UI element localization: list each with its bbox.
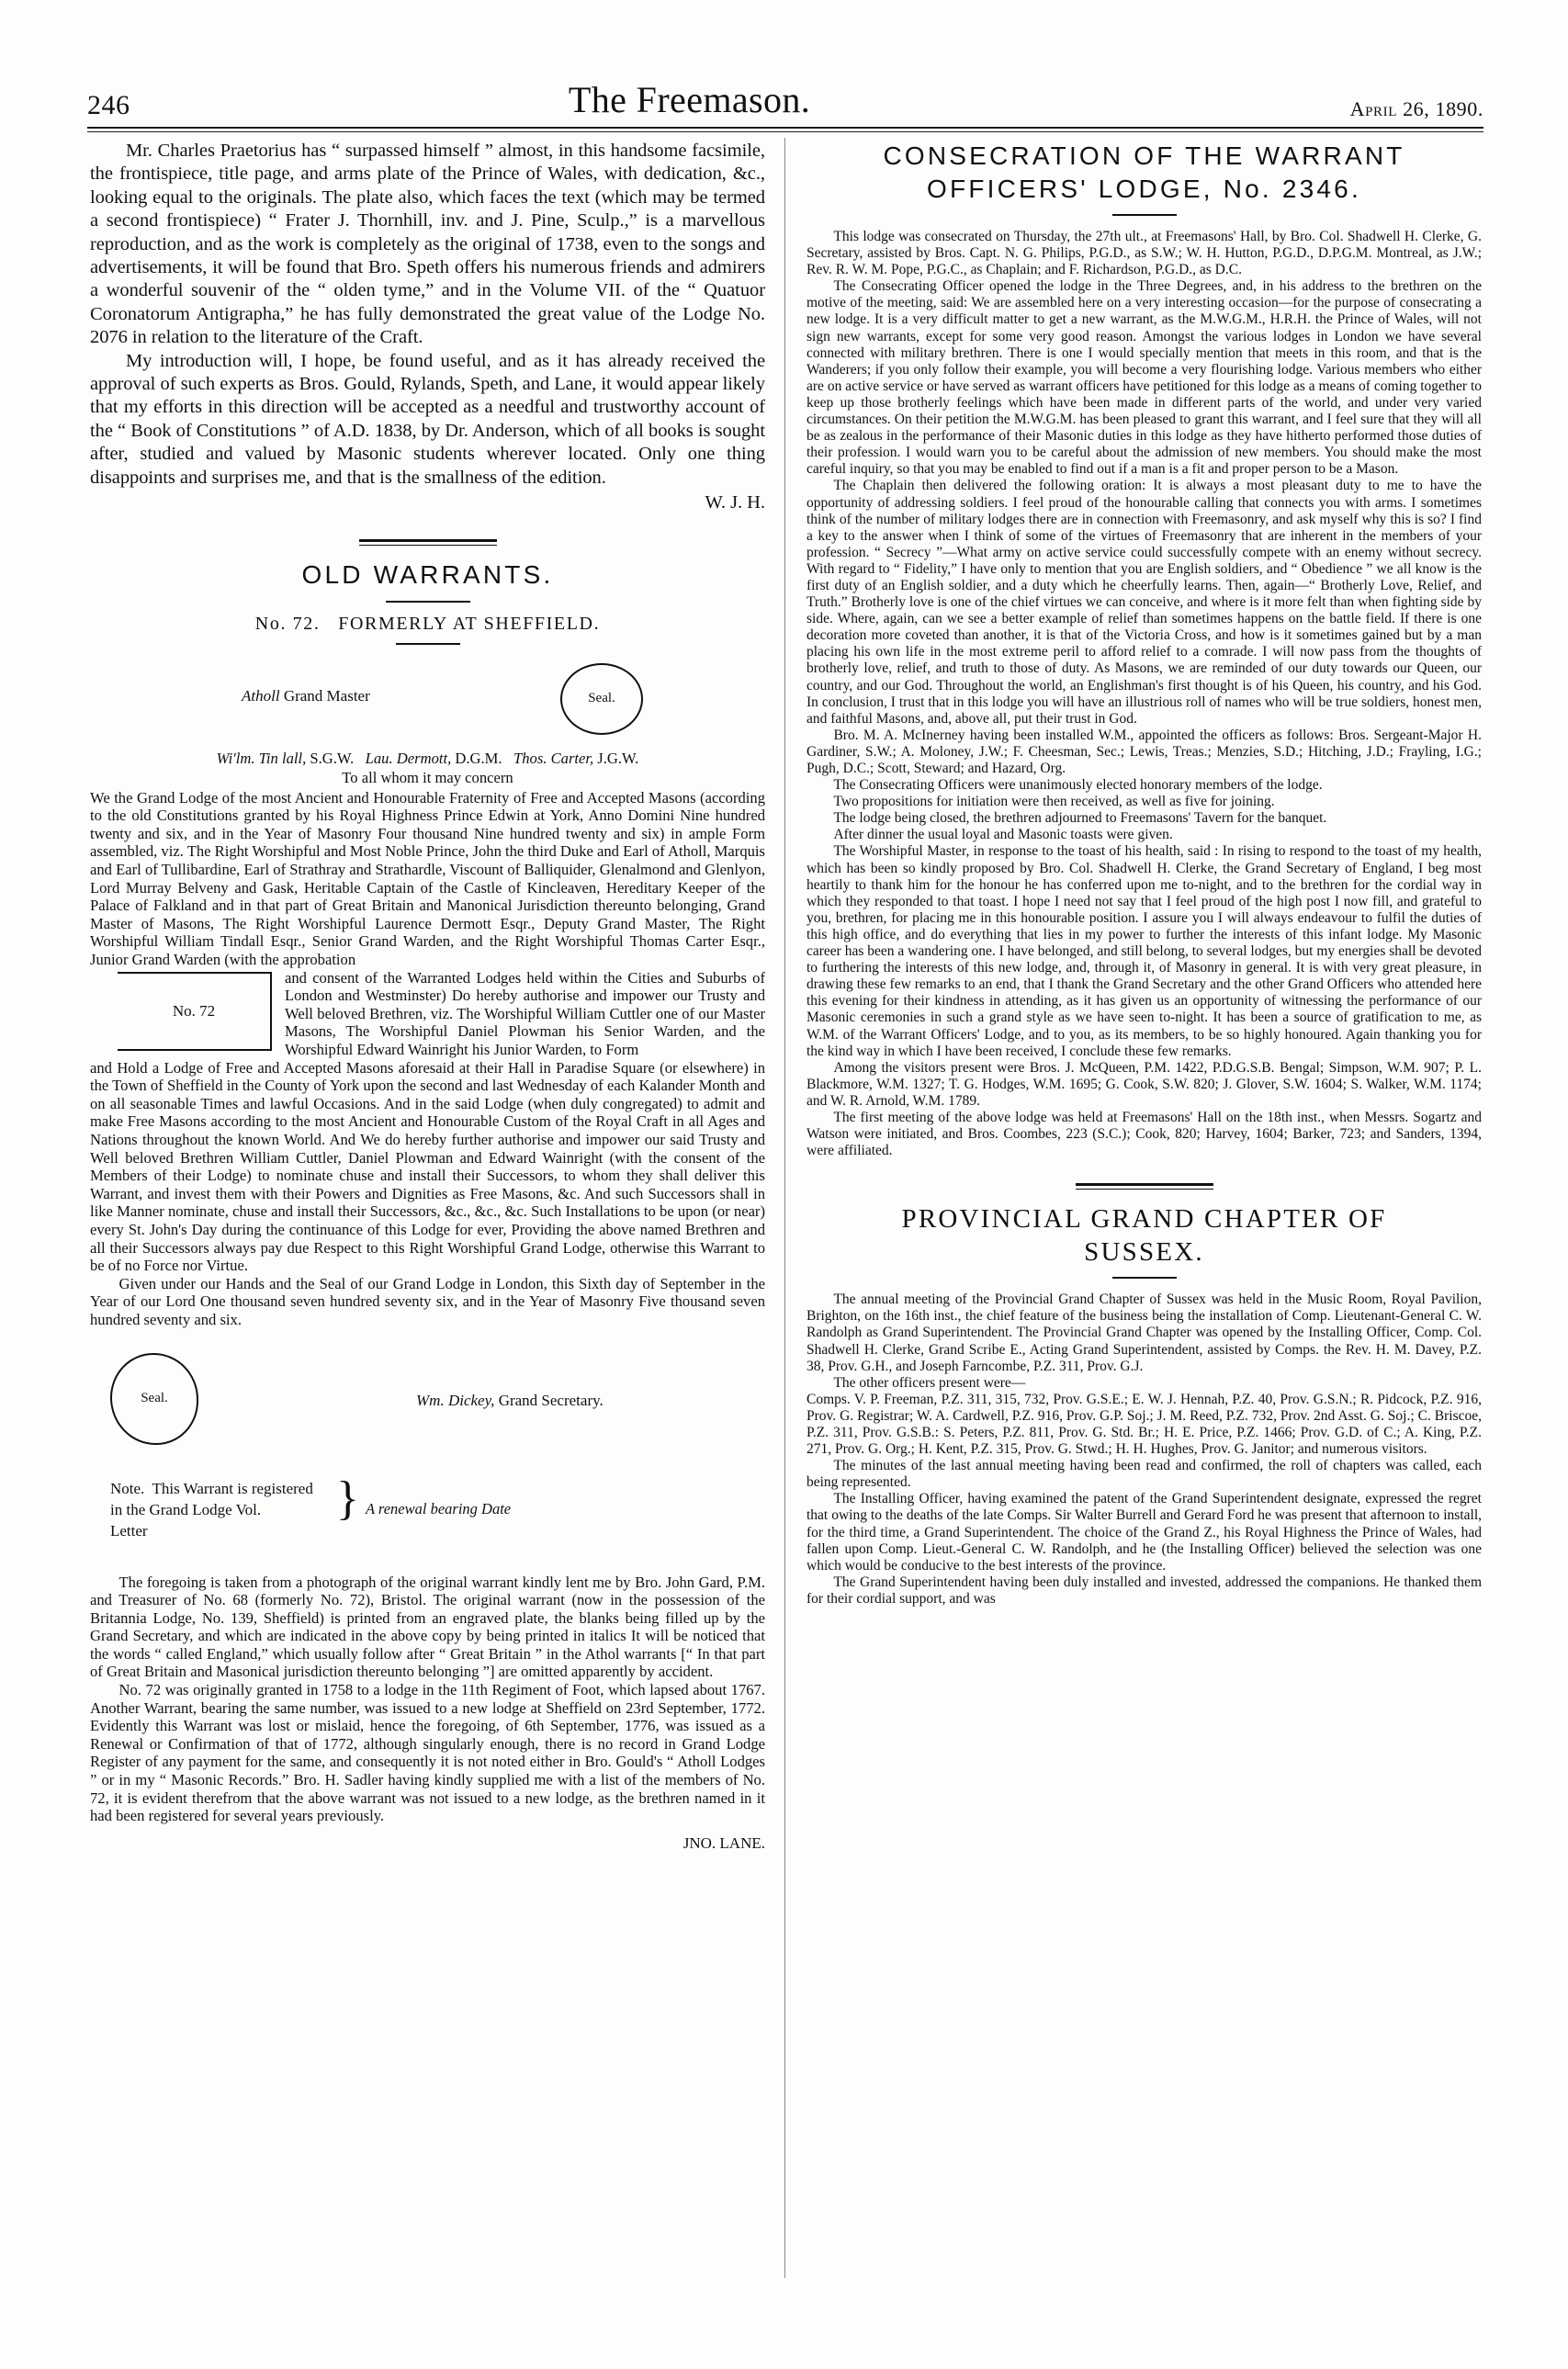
seal-icon-bottom (110, 1353, 198, 1445)
warrant-officers-line: Wi'lm. Tin lall, S.G.W. Lau. Dermott, D.G.M. Thos. Carter, J.G.W. (216, 749, 639, 767)
editor-footnote (90, 1574, 765, 1853)
warrant-number-box-label: No. 72 (172, 1001, 216, 1020)
issue-date: april 26, 1890. (1349, 97, 1483, 120)
masthead (87, 57, 1483, 121)
paragraph: The first meeting of the above lodge was held at Freemasons' Hall on the 18th inst., when Messrs. Sogartz and Watson were initiated, and Bros. Coombes, 223 (S.C.); Cook, 820; Harvey, 1604; Barker, 723; and Sanders, 1394, were affiliated. (807, 1109, 1482, 1159)
section-rule-tiny (1112, 1277, 1177, 1279)
paragraph: My introduction will, I hope, be found useful, and as it has already received the approval of such experts as Bros. Gould, Rylands, Speth, and Lane, it would appear likely that my efforts in this direction will be accepted as a needful and trustworthy account of the “ Book of Constitutions ” of A.D. 1838, by Dr. Anderson, which of all books is sought after, studied and valued by Masonic students wherever located. Only one thing disappoints and surprises me, and that is the smallness of the edition. (90, 350, 765, 488)
paragraph: The Consecrating Officer opened the lodge in the Three Degrees, and, in his address to the brethren on the motive of the meeting, said: We are assembled here on a very interesting occasion—for the purpose of consecrating a new lodge. It is a very difficult matter to get a new warrant, as the M.W.G.M., H.R.H. the Prince of Wales, will not sign new warrants, except for some very good reason. Amongst the various lodges in London we have several connected with military brethren. There is one I would specially mention that meets in this room, and that is the Wanderers; if you only follow their example, you will become a very flourishing lodge. Various members who either are on active service or have served as warrant officers have petitioned for this lodge as a means of coming together to keep up those brotherly feelings which have been made in different parts of the world, and under very varied circumstances. On their petition the M.W.G.M. has been pleased to grant this warrant, and I feel sure that they will all be as zealous in the performance of their Masonic duties in this lodge as they have hitherto performed those duties of their profession. I would warn you to be careful about the admission of new members. You should make the most careful inquiry, so that you may be enabled to find out if a man is a fit and proper person to be a Mason. (807, 278, 1482, 478)
footnote-paragraph: No. 72 was originally granted in 1758 to a lodge in the 11th Regiment of Foot, which lapsed about 1767. Another Warrant, bearing the same number, was issued to a new lodge at Sheffield on 23rd September, 1772. Evidently this Warrant was lost or mislaid, hence the foregoing, of 6th September, 1776, was issued as a Renewal or Confirmation of that of 1772, although singularly enough, there is no record in Grand Lodge Register of any payment for the same, and consequently it is not noted either in Bro. Gould's “ Atholl Lodges ” or in my “ Masonic Records.” Bro. H. Sadler having kindly supplied me with a list of the members of No. 72, it is evident therefrom that the above warrant was not issued to a new lodge, as the brethren named in it had been registered for several years previously. (90, 1681, 765, 1825)
sussex-heading-line2: SUSSEX. (1084, 1237, 1204, 1268)
warrant-seal-signature-row (90, 1353, 765, 1454)
warrant-salutation: To all whom it may concern (342, 769, 513, 787)
paragraph: The Worshipful Master, in response to the toast of his health, said : In rising to respond to the toast of my health, which has been so kindly proposed by Bro. Col. Shadwell H. Clerke, the Grand Secretary of England, I beg most heartily to thank him for the honour he has conferred upon me to-night, and to the brethren for the cordial way in which they responded to that toast. I hope I need not say that I feel proud of the high post I now fill, and grateful to you, brethren, for placing me in this honourable position. I assure you I will always endeavour to fulfil the duties of this high office, and do everything that lies in my power to further the interests of this infant lodge. My Masonic career has been a wandering one. I have belonged, and still belong, to several lodges, but my energies shall be devoted to furthering the interests of this new lodge, and, through it, of Masonry in general. It is with very great pleasure, in drawing these few remarks to an end, that I thank the Grand Secretary and the other Grand Officers who attended here this evening for their kindness in attending, as it has given us an opportunity of witnessing the performance of our Masonic ceremonies in such a grand style as we have seen to-night. It has been a source of gratification to me, as W.M. of the Warrant Officers' Lodge, and to you, as its members, to be so highly honoured. Again thanking you for the kind way in which I have been received, I conclude these few remarks. (807, 843, 1482, 1059)
brace-glyph: } (336, 1472, 359, 1525)
officer-list: Comps. V. P. Freeman, P.Z. 311, 315, 732, Prov. G.S.E.; E. W. J. Hennah, P.Z. 40, Prov. G.S.N.; R. Pidcock, P.Z. 916, Prov. G. Registrar; W. A. Cardwell, P.Z. 916, Prov. G.P. Soj.; J. M. Reed, P.Z. 732, Prov. 2nd Asst. G. Soj.; C. Briscoe, P.Z. 311, Prov. G.S.B.: S. Peters, P.Z. 811, Prov. G. Std. Br.; H. E. Price, P.Z. 1466; Prov. G.D. of C.; A. King, P.Z. 271, Prov. G. Org.; H. Kent, P.Z. 315, Prov. G. Stwd.; H. H. Hughes, Prov. G. Janitor; and numerous visitors. (807, 1391, 1482, 1458)
officer-name-jgw: Thos. Carter, (513, 749, 594, 767)
consecration-heading-line2: OFFICERS' LODGE, No. 2346. (927, 175, 1361, 203)
warrant-paragraph: and consent of the Warranted Lodges held within the Cities and Suburbs of London and Westminster) Do hereby authorise and impower our Trusty and Well beloved Brethren, viz. The Worshipful William Cuttler one of our Master Masons, The Worshipful Daniel Plowman his Senior Warden, and the Worshipful Edward Wainright his Junior Warden, to Form (285, 968, 765, 1058)
grand-master-name: Atholl (242, 686, 280, 705)
intro-article (90, 140, 765, 515)
section-rule-thin (386, 601, 470, 603)
paragraph: Bro. M. A. McInerney having been installed W.M., appointed the officers as follows: Bros. Sergeant-Major H. Gardiner, S.W.; A. Moloney, J.W.; F. Cheesman, Sec.; Lewis, Treas.; Menzies, S.D.; Hitching, J.D.; Frayling, I.G.; Pugh, D.C.; Scott, Steward; and Hazard, Org. (807, 727, 1482, 776)
seal-label: Seal. (141, 1391, 168, 1405)
officer-name-sgw: Wi'lm. Tin lall, (216, 749, 307, 767)
section-rule-tiny (1112, 214, 1177, 216)
paragraph: The Grand Superintendent having been duly installed and invested, addressed the companions. He thanked them for their cordial support, and was (807, 1574, 1482, 1607)
paragraph: After dinner the usual loyal and Masonic toasts were given. (833, 827, 1173, 843)
paragraph: The minutes of the last annual meeting having been read and confirmed, the roll of chapters was called, each being represented. (807, 1458, 1482, 1491)
sussex-article (807, 1292, 1482, 1608)
warrant-number: No. 72. (254, 613, 321, 634)
seal-label: Seal. (588, 691, 615, 705)
warrant-body (90, 789, 765, 1329)
section-rule-tiny (396, 643, 460, 645)
grand-secretary-name: Wm. Dickey, (416, 1391, 495, 1409)
right-column (807, 140, 1482, 1608)
paragraph: This lodge was consecrated on Thursday, the 27th ult., at Freemasons' Hall, by Bro. Col. Shadwell H. Clerke, G. Secretary, assisted by Bros. Capt. N. G. Philips, P.G.D., as S.W.; W. H. Hutton, P.G.D., D.P.G.M. Montreal, as J.W.; Rev. R. W. M. Pope, P.G.C., as Chaplain; and F. Richardson, P.G.D., as D.C. (807, 229, 1482, 278)
registration-note-text: Note. This Warrant is registered in the Grand Lodge Vol. Letter (110, 1479, 313, 1540)
warrant-number-box (118, 972, 272, 1051)
old-warrants-subheading (90, 614, 765, 635)
left-column (90, 140, 765, 1852)
paragraph: Two propositions for initiation were then received, as well as five for joining. (833, 794, 1275, 810)
seal-icon-top (560, 663, 643, 735)
paragraph: The Consecrating Officers were unanimously elected honorary members of the lodge. (833, 777, 1323, 794)
grand-master-line: Atholl Grand Master (242, 686, 370, 705)
warrant-document (90, 663, 765, 1853)
consecration-article (807, 229, 1482, 1159)
publication-title: The Freemason. (568, 79, 811, 120)
warrant-location: FORMERLY AT SHEFFIELD. (338, 613, 601, 634)
old-warrants-heading: OLD WARRANTS. (301, 559, 554, 589)
consecration-heading-line1: CONSECRATION OF THE WARRANT (883, 141, 1405, 170)
column-divider (784, 138, 785, 2278)
warrant-paragraph: Given under our Hands and the Seal of our Grand Lodge in London, this Sixth day of September in the Year of our Lord One thousand seven hundred seventy six, and in the Year of Masonry Five thousand seven hundred seventy and six. (90, 1274, 765, 1328)
footnote-paragraph: The foregoing is taken from a photograph of the original warrant kindly lent me by Bro. John Gard, P.M. and Treasurer of No. 68 (formerly No. 72), Bristol. The original warrant (now in the possession of the Britannia Lodge, No. 139, Sheffield) is printed from an engraved plate, the blanks being filled up by the Grand Secretary, and which are indicated in the above copy by being printed in italics It will be noticed that the words “ called England,” which usually follow after “ Great Britain ” in the Athol warrants [“ In that part of Great Britain and Masonical jurisdiction thereunto belonging ”] are omitted apparently by accident. (90, 1573, 765, 1681)
warrant-paragraph: We the Grand Lodge of the most Ancient and Honourable Fraternity of Free and Accepted Masons (according to the old Constitutions granted by his Royal Highness Prince Edwin at York, Anno Domini Nine hundred twenty and six, and in the Year of Masonry Four thousand Nine hundred twenty and six) in ample Form assembled, viz. The Right Worshipful and Most Noble Prince, John the third Duke and Earl of Atholl, Marquis and Earl of Tullibardine, Earl of Strathray and Strathardle, Viscount of Balliquider, Glenalmond and Glenlyon, Lord Murray Belveny and Gask, Heritable Captain of the Castle of Kincleaven, Hereditary Keeper of the Palace of Falkland and in that part of Great Britain and Manonical Jurisdiction thereunto belonging, Grand Master of Masons, The Right Worshipful Laurence Dermott Esqr., Deputy Grand Master, The Right Worshipful William Tindall Esqr., Senior Grand Warden, and the Right Worshipful Thomas Carter Esqr., Junior Grand Warden (with the approbation (90, 788, 765, 969)
grand-secretary-signature: Wm. Dickey, Grand Secretary. (416, 1391, 604, 1409)
renewal-note-text: A renewal bearing Date (366, 1499, 512, 1517)
paragraph: The Chaplain then delivered the following oration: It is always a most pleasant duty to me to have the opportunity of addressing soldiers. I feel proud of the honourable calling that connects you with arms. I sometimes think of the number of military lodges there are in connection with Freemasonry, and ask myself why this is so? I find a key to the answer when I think of some of the virtues of Freemasonry that are inherent in the members of your profession. “ Secrecy ”—What army on active service could successfully compete with an enemy without secrecy. With regard to “ Fidelity,” I have only to mention that you are English soldiers, and “ Obedience ” we all know is the first duty of an English soldier, and a duty which he cheerfully learns. Then, again—“ Brotherly Love, Relief, and Truth.” Brotherly love is one of the chief virtues we can conceive, and where is it more felt than when fighting side by side. Where, again, can we see a better example of relief than sometimes happens on the battle field. If there is one decoration more coveted than another, it is that of the Victoria Cross, and how is it sometimes gained but by a man placing his own life in the most extreme peril to afford relief to a comrade. I will now pass from the thoughts of brotherly love, relief, and truth to those of duty. As Masons, we are reminded of our duty towards our Queen, our country, and our God. Throughout the world, an Englishman's first thought is of his Queen, his country, and his God. In conclusion, I trust that in this lodge you will have an illustrious roll of names who will be true soldiers, honest men, and faithful Masons, and, above all, put their trust in God. (807, 478, 1482, 727)
warrant-paragraph: and Hold a Lodge of Free and Accepted Masons aforesaid at their Hall in Paradise Square (or elsewhere) in the Town of Sheffield in the County of York upon the second and last Wednesday of each Kalander Month and on all seasonable Times and lawful Occasions. And in the said Lodge (when duly congregated) to admit and make Free Masons according to the most Ancient and Honourable Custom of the Royal Craft in all Ages and Nations throughout the known World. And We do hereby further authorise and impower our said Trusty and Well beloved Brethren William Cuttler, Daniel Plowman and Edward Wainright (with the consent of the Members of their Lodge) to nominate chuse and install their Successors, to whom they shall deliver this Warrant, and invest them with their Powers and Dignities as Free Masons, &c. And such Successors shall in like Manner nominate, chuse and install their Successors, &c., &c., &c. Such Installations to be upon (or near) every St. John's Day during the continuance of this Lodge for ever, Providing the above named Brethren and all their Successors always pay due Respect to this Right Worshipful Grand Lodge, otherwise this Warrant to be of no Force nor Virtue. (90, 1058, 765, 1275)
section-rule (1076, 1183, 1213, 1190)
masthead-rule (87, 127, 1483, 132)
footnote-signoff: JNO. LANE. (682, 1833, 765, 1852)
paragraph: The Installing Officer, having examined the patent of the Grand Superintendent designate, expressed the regret that owing to the deaths of the late Comps. Sir Walter Burrell and Gerard Ford he was present that afternoon to install, for the third time, a Grand Superintendent. The choice of the Grand Z., his Royal Highness the Prince of Wales, had fallen upon Comp. Lieut.-General C. W. Randolph, and he (the Installing Officer) believed the selection was one which would be conducive to the best interests of the province. (807, 1491, 1482, 1574)
section-rule (359, 539, 497, 546)
warrant-registration-note (90, 1472, 765, 1550)
sussex-heading-line1: PROVINCIAL GRAND CHAPTER OF (901, 1204, 1387, 1235)
officer-name-dgm: Lau. Dermott, (365, 749, 452, 767)
article-signoff: W. J. H. (705, 492, 765, 513)
sussex-heading (807, 1202, 1482, 1269)
paragraph: Among the visitors present were Bros. J. McQueen, P.M. 1422, P.D.G.S.B. Bengal; Simpson, W.M. 907; P. L. Blackmore, W.M. 1327; T. G. Hodges, W.M. 1695; G. Cook, S.W. 820; J. Glover, S.W. 1604; S. Walker, W.M. 1174; and W. R. Arnold, W.M. 1789. (807, 1059, 1482, 1109)
page-number: 246 (87, 90, 130, 120)
warrant-grandmaster-row (90, 663, 765, 748)
consecration-heading (807, 140, 1482, 206)
paragraph: The lodge being closed, the brethren adjourned to Freemasons' Tavern for the banquet. (833, 810, 1327, 827)
paragraph: The annual meeting of the Provincial Grand Chapter of Sussex was held in the Music Room, Royal Pavilion, Brighton, on the 16th inst., the chief feature of the business being the installation of Comp. Lieutenant-General C. W. Randolph as Grand Superintendent. The Provincial Grand Chapter was opened by the Installing Officer, Comp. Col. Shadwell H. Clerke, Grand Scribe E., Acting Grand Superintendent, assisted by Comps. the Rev. H. M. Davey, P.Z. 38, Prov. G.H., and Joseph Farncombe, P.Z. 311, Prov. G.J. (807, 1292, 1482, 1374)
paragraph: The other officers present were— (833, 1374, 1026, 1391)
paragraph: Mr. Charles Praetorius has “ surpassed himself ” almost, in this handsome facsimile, the frontispiece, title page, and arms plate of the Prince of Wales, with dedication, &c., looking equal to the originals. The plate also, which faces the text (which may be termed a second frontispiece) “ Frater J. Thornhill, inv. and J. Pine, Sculp.,” is a marvellous reproduction, and as the work is completely as the original of 1738, even to the songs and advertisements, it will be found that Bro. Speth offers his numerous friends and admirers a wonderful souvenir of the “ olden tyme,” and in the Volume VII. of the “ Quatuor Coronatorum Antigrapha,” he has fully demonstrated the great value of the Lodge No. 2076 in relation to the literature of the Craft. (90, 141, 765, 348)
